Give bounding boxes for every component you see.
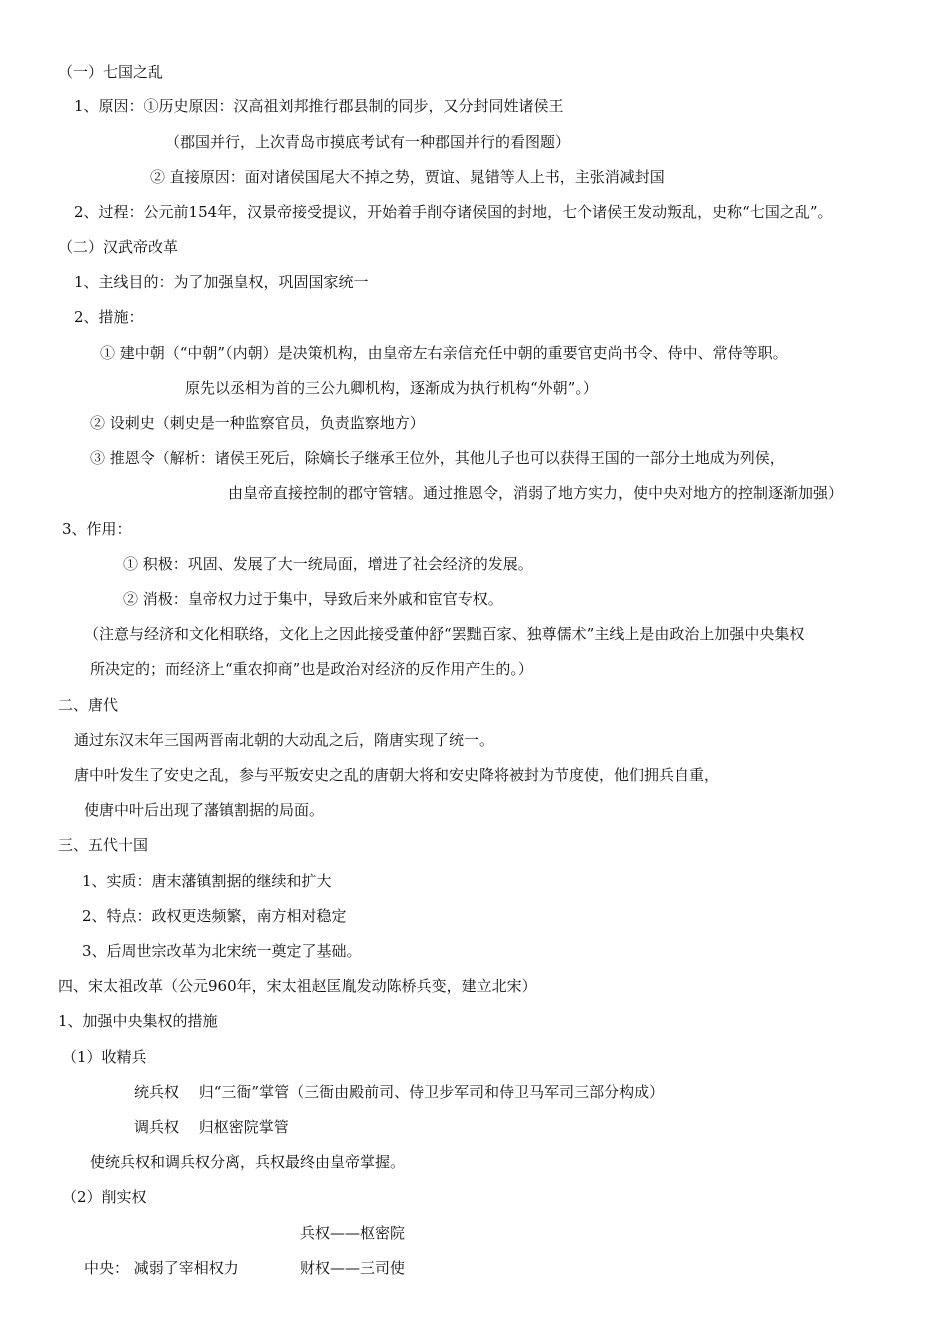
paragraph: （郡国并行，上次青岛市摸底考试有一种郡国并行的看图题） [165, 133, 571, 151]
paragraph: 2、过程：公元前154年，汉景帝接受提议，开始着手削夺诸侯国的封地，七个诸侯王发动叛乱，史称“七国之乱”。 [74, 203, 833, 221]
paragraph: 1、主线目的：为了加强皇权，巩固国家统一 [74, 273, 369, 291]
section-heading: （一）七国之乱 [58, 63, 164, 81]
paragraph: （2）削实权 [62, 1188, 147, 1206]
section-heading: 三、五代十国 [58, 836, 149, 854]
paragraph: 3、后周世宗改革为北宋统一奠定了基础。 [82, 942, 362, 960]
paragraph: 统兵权 归“三衙”掌管（三衙由殿前司、侍卫步军司和侍卫马军司三部分构成） [134, 1083, 665, 1101]
section-heading: 二、唐代 [58, 696, 119, 714]
paragraph: 2、措施： [74, 308, 144, 326]
paragraph: 由皇帝直接控制的郡守管辖。通过推恩令，消弱了地方实力，使中央对地方的控制逐渐加强） [228, 484, 844, 502]
paragraph: 1、原因：①历史原因：汉高祖刘邦推行郡县制的同步，又分封同姓诸侯王 [74, 97, 564, 115]
paragraph: 财权——三司使 [300, 1259, 406, 1277]
paragraph: 通过东汉末年三国两晋南北朝的大动乱之后，隋唐实现了统一。 [74, 731, 495, 749]
section-heading: 四、宋太祖改革（公元960年，宋太祖赵匡胤发动陈桥兵变，建立北宋） [58, 977, 537, 995]
paragraph: ① 积极：巩固、发展了大一统局面，增进了社会经济的发展。 [123, 555, 533, 573]
paragraph: 原先以丞相为首的三公九卿机构，逐渐成为执行机构“外朝”。） [185, 379, 598, 397]
paragraph: ① 建中朝（“中朝”（内朝）是决策机构，由皇帝左右亲信充任中朝的重要官吏尚书令、侍中、常侍等职。 [100, 344, 788, 362]
paragraph: （注意与经济和文化相联络，文化上之因此接受董仲舒“罢黜百家、独尊儒术”主线上是由政治上加强中央集权 [84, 625, 805, 643]
paragraph: 3、作用： [62, 520, 132, 538]
paragraph: 使唐中叶后出现了藩镇割据的局面。 [84, 801, 325, 819]
paragraph: ③ 推恩令（解析：诸侯王死后，除嫡长子继承王位外，其他儿子也可以获得王国的一部分土地成为列侯， [90, 449, 785, 467]
paragraph: 唐中叶发生了安史之乱，参与平叛安史之乱的唐朝大将和安史降将被封为节度使，他们拥兵自重， [74, 766, 720, 784]
paragraph: 1、实质：唐末藩镇割据的继续和扩大 [82, 872, 332, 890]
paragraph: 使统兵权和调兵权分离，兵权最终由皇帝掌握。 [90, 1153, 406, 1171]
paragraph: ② 设刺史（刺史是一种监察官员，负责监察地方） [90, 414, 425, 432]
paragraph: 1、加强中央集权的措施 [58, 1012, 218, 1030]
paragraph: （1）收精兵 [62, 1048, 147, 1066]
paragraph: 兵权——枢密院 [300, 1224, 406, 1242]
paragraph: ② 直接原因：面对诸侯国尾大不掉之势，贾谊、晁错等人上书，主张消减封国 [150, 168, 665, 186]
paragraph: 中央： 减弱了宰相权力 [84, 1259, 239, 1277]
section-heading: （二）汉武帝改革 [58, 238, 179, 256]
paragraph: ② 消极：皇帝权力过于集中，导致后来外戚和宦官专权。 [123, 590, 503, 608]
paragraph: 所决定的；而经济上“重农抑商”也是政治对经济的反作用产生的。） [90, 660, 533, 678]
paragraph: 调兵权 归枢密院掌管 [134, 1118, 289, 1136]
paragraph: 2、特点：政权更迭频繁，南方相对稳定 [82, 907, 347, 925]
